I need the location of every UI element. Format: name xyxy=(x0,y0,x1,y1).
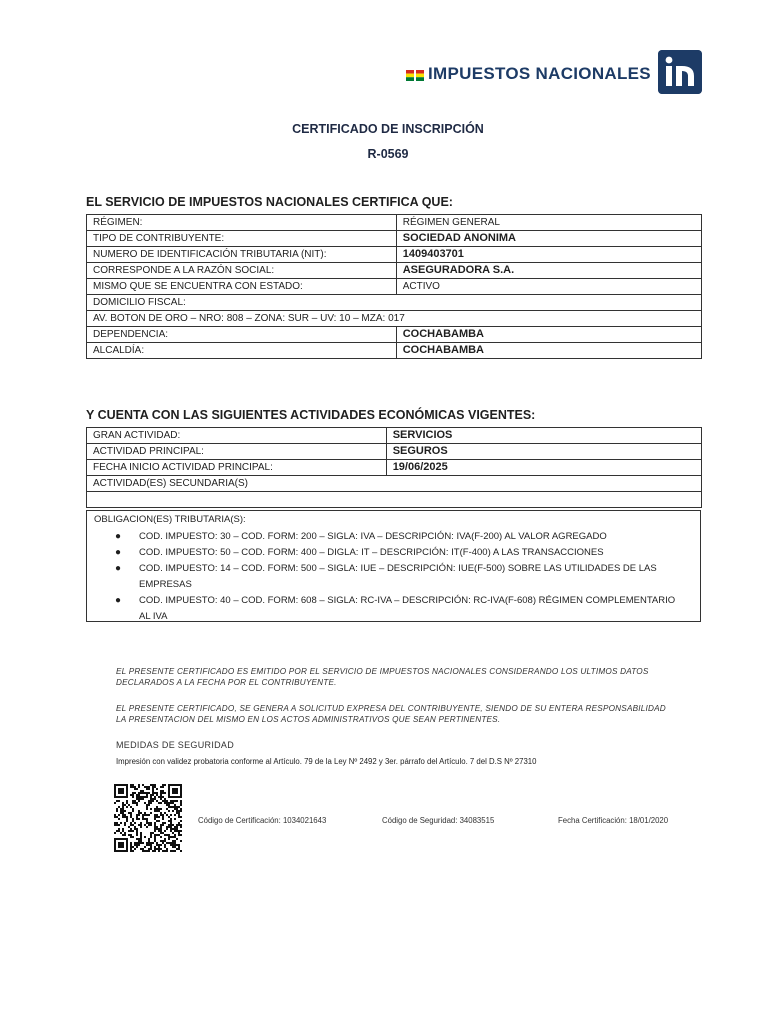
dependencia-value: COCHABAMBA xyxy=(396,327,701,343)
section1-heading: EL SERVICIO DE IMPUESTOS NACIONALES CERTIFICA QUE: xyxy=(86,195,453,209)
taxpayer-info-table xyxy=(86,214,702,359)
document-code: R-0569 xyxy=(367,147,409,161)
logo-text: IMPUESTOS NACIONALES xyxy=(428,64,651,83)
estado-value: ACTIVO xyxy=(396,279,701,295)
razon-social-label: CORRESPONDE A LA RAZÓN SOCIAL: xyxy=(87,263,397,279)
obligaciones-box xyxy=(86,510,701,622)
obligacion-text: COD. IMPUESTO: 40 – COD. FORM: 608 – SIGLA: RC-IVA – DESCRIPCIÓN: RC-IVA(F-608) RÉGIMEN COMPLEMENTARIO AL IVA xyxy=(139,595,676,622)
estado-label: MISMO QUE SE ENCUENTRA CON ESTADO: xyxy=(87,279,397,295)
security-code: Código de Seguridad: 34083515 xyxy=(382,816,495,825)
razon-social-value: ASEGURADORA S.A. xyxy=(396,263,701,279)
security-legal-text: Impresión con validez probatoria conforme al Artículo. 79 de la Ley Nº 2492 y 3er. párrafo del Artículo. 7 del D.S Nº 27310 xyxy=(116,757,537,766)
table-row xyxy=(87,460,702,476)
table-row xyxy=(87,311,702,327)
domicilio-value: AV. BOTON DE ORO – NRO: 808 – ZONA: SUR – UV: 10 – MZA: 017 xyxy=(87,311,702,327)
table-row xyxy=(87,231,702,247)
document-title: CERTIFICADO DE INSCRIPCIÓN xyxy=(292,122,484,136)
nit-value: 1409403701 xyxy=(396,247,701,263)
tipo-contribuyente-label: TIPO DE CONTRIBUYENTE: xyxy=(87,231,397,247)
obligacion-text: COD. IMPUESTO: 30 – COD. FORM: 200 – SIGLA: IVA – DESCRIPCIÓN: IVA(F-200) AL VALOR AGREGADO xyxy=(139,531,607,542)
actividad-principal-value: SEGUROS xyxy=(386,444,701,460)
alcaldia-value: COCHABAMBA xyxy=(396,343,701,359)
security-heading: MEDIDAS DE SEGURIDAD xyxy=(116,740,235,750)
notice-paragraph-2: EL PRESENTE CERTIFICADO, SE GENERA A SOLICITUD EXPRESA DEL CONTRIBUYENTE, SIENDO DE SU ENTERA RESPONSABILIDAD LA PRESENTACION DEL MISMO EN LOS ACTOS ADMINISTRATIVOS QUE SEAN PERTINENTES. xyxy=(116,704,666,724)
list-item: ● COD. IMPUESTO: 14 – COD. FORM: 500 – SIGLA: IUE – DESCRIPCIÓN: IUE(F-500) SOBRE LAS UTILIDADES DE LAS EMPRESAS xyxy=(115,563,657,590)
actividad-secundaria-value xyxy=(87,492,702,508)
table-row xyxy=(87,215,702,231)
tipo-contribuyente-value: SOCIEDAD ANONIMA xyxy=(396,231,701,247)
nit-label: NUMERO DE IDENTIFICACIÓN TRIBUTARIA (NIT): xyxy=(87,247,397,263)
alcaldia-label: ALCALDÍA: xyxy=(87,343,397,359)
obligacion-text: COD. IMPUESTO: 50 – COD. FORM: 400 – DIGLA: IT – DESCRIPCIÓN: IT(F-400) A LAS TRANSACCIONES xyxy=(139,547,604,558)
domicilio-label: DOMICILIO FISCAL: xyxy=(87,295,702,311)
list-item: ● COD. IMPUESTO: 40 – COD. FORM: 608 – SIGLA: RC-IVA – DESCRIPCIÓN: RC-IVA(F-608) RÉGIMEN COMPLEMENTARIO AL IVA xyxy=(115,595,676,622)
table-row xyxy=(87,247,702,263)
table-row xyxy=(87,343,702,359)
section2-heading: Y CUENTA CON LAS SIGUIENTES ACTIVIDADES ECONÓMICAS VIGENTES: xyxy=(86,408,536,422)
bolivia-flag-icon xyxy=(406,70,424,81)
certification-code: Código de Certificación: 1034021643 xyxy=(198,816,327,825)
table-row xyxy=(87,492,702,508)
obligaciones-list xyxy=(115,529,685,625)
gran-actividad-label: GRAN ACTIVIDAD: xyxy=(87,428,387,444)
table-row xyxy=(87,279,702,295)
regimen-value: RÉGIMEN GENERAL xyxy=(396,215,701,231)
impuestos-logo-icon xyxy=(658,50,702,94)
actividad-secundaria-label: ACTIVIDAD(ES) SECUNDARIA(S) xyxy=(87,476,702,492)
fecha-inicio-label: FECHA INICIO ACTIVIDAD PRINCIPAL: xyxy=(87,460,387,476)
actividad-principal-label: ACTIVIDAD PRINCIPAL: xyxy=(87,444,387,460)
obligacion-text: COD. IMPUESTO: 14 – COD. FORM: 500 – SIGLA: IUE – DESCRIPCIÓN: IUE(F-500) SOBRE LAS UTILIDADES DE LAS EMPRESAS xyxy=(139,563,657,590)
dependencia-label: DEPENDENCIA: xyxy=(87,327,397,343)
table-row xyxy=(87,476,702,492)
notice-paragraph-1: EL PRESENTE CERTIFICADO ES EMITIDO POR EL SERVICIO DE IMPUESTOS NACIONALES CONSIDERANDO LOS ULTIMOS DATOS DECLARADOS A LA FECHA POR EL CONTRIBUYENTE. xyxy=(116,667,649,687)
table-row xyxy=(87,295,702,311)
table-row xyxy=(87,263,702,279)
gran-actividad-value: SERVICIOS xyxy=(386,428,701,444)
table-row xyxy=(87,327,702,343)
fecha-inicio-value: 19/06/2025 xyxy=(386,460,701,476)
certification-date: Fecha Certificación: 18/01/2020 xyxy=(558,816,669,825)
qr-code-icon xyxy=(114,784,182,852)
list-item: ● COD. IMPUESTO: 50 – COD. FORM: 400 – DIGLA: IT – DESCRIPCIÓN: IT(F-400) A LAS TRANSACCIONES xyxy=(115,547,604,558)
table-row xyxy=(87,428,702,444)
obligaciones-label: OBLIGACION(ES) TRIBUTARIA(S): xyxy=(94,514,246,525)
table-row xyxy=(87,444,702,460)
activities-table xyxy=(86,427,702,508)
list-item: ● COD. IMPUESTO: 30 – COD. FORM: 200 – SIGLA: IVA – DESCRIPCIÓN: IVA(F-200) AL VALOR AGREGADO xyxy=(115,531,607,542)
regimen-label: RÉGIMEN: xyxy=(87,215,397,231)
